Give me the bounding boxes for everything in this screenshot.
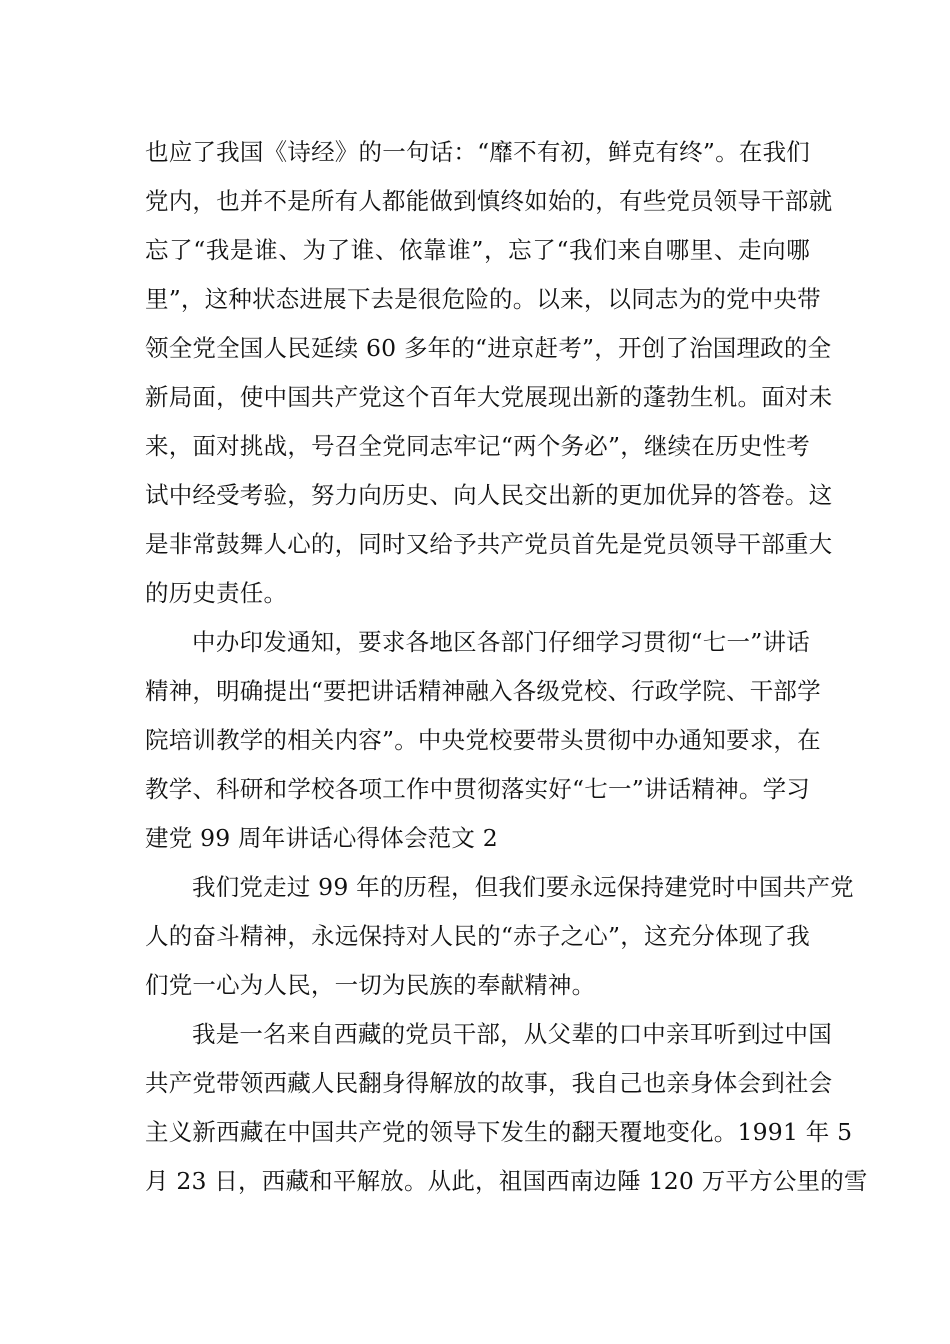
- paragraph-2: [145, 618, 821, 863]
- text-line: 领全党全国人民延续 60 多年的“进京赶考”，开创了治国理政的全: [145, 334, 832, 362]
- text-line: 们党一心为人民，一切为民族的奉献精神。: [145, 971, 596, 999]
- text-line: 里”，这种状态进展下去是很危险的。以来，以同志为的党中央带: [145, 285, 821, 313]
- paragraph-4: [145, 1010, 868, 1206]
- text-line: 教学、科研和学校各项工作中贯彻落实好“七一”讲话精神。学习: [145, 775, 810, 803]
- text-line: 新局面，使中国共产党这个百年大党展现出新的蓬勃生机。面对未: [145, 383, 833, 411]
- text-line: 党内，也并不是所有人都能做到慎终如始的，有些党员领导干部就: [145, 187, 833, 215]
- text-line: 是非常鼓舞人心的，同时又给予共产党员首先是党员领导干部重大: [145, 530, 833, 558]
- text-line: 我是一名来自西藏的党员干部，从父辈的口中亲耳听到过中国: [192, 1020, 832, 1048]
- text-line: 中办印发通知，要求各地区各部门仔细学习贯彻“七一”讲话: [192, 628, 810, 656]
- text-line: 人的奋斗精神，永远保持对人民的“赤子之心”，这充分体现了我: [145, 922, 810, 950]
- text-line: 也应了我国《诗经》的一句话：“靡不有初，鲜克有终”。在我们: [145, 138, 810, 166]
- text-line: 共产党带领西藏人民翻身得解放的故事，我自己也亲身体会到社会: [145, 1069, 833, 1097]
- text-line: 建党 99 周年讲话心得体会范文 2: [145, 824, 498, 852]
- text-line: 试中经受考验，努力向历史、向人民交出新的更加优异的答卷。这: [145, 481, 833, 509]
- text-line: 精神，明确提出“要把讲话精神融入各级党校、行政学院、干部学: [145, 677, 821, 705]
- text-line: 忘了“我是谁、为了谁、依靠谁”，忘了“我们来自哪里、走向哪: [145, 236, 810, 264]
- paragraph-3: [145, 863, 854, 1010]
- text-line: 院培训教学的相关内容”。中央党校要带头贯彻中办通知要求，在: [145, 726, 821, 754]
- text-line: 主义新西藏在中国共产党的领导下发生的翻天覆地变化。1991 年 5: [145, 1118, 853, 1146]
- text-line: 我们党走过 99 年的历程，但我们要永远保持建党时中国共产党: [192, 873, 854, 901]
- text-line: 月 23 日，西藏和平解放。从此，祖国西南边陲 120 万平方公里的雪: [145, 1167, 868, 1195]
- document-body: [145, 128, 868, 1206]
- paragraph-1: [145, 128, 833, 618]
- text-line: 来，面对挑战，号召全党同志牢记“两个务必”，继续在历史性考: [145, 432, 810, 460]
- text-line: 的历史责任。: [145, 579, 288, 607]
